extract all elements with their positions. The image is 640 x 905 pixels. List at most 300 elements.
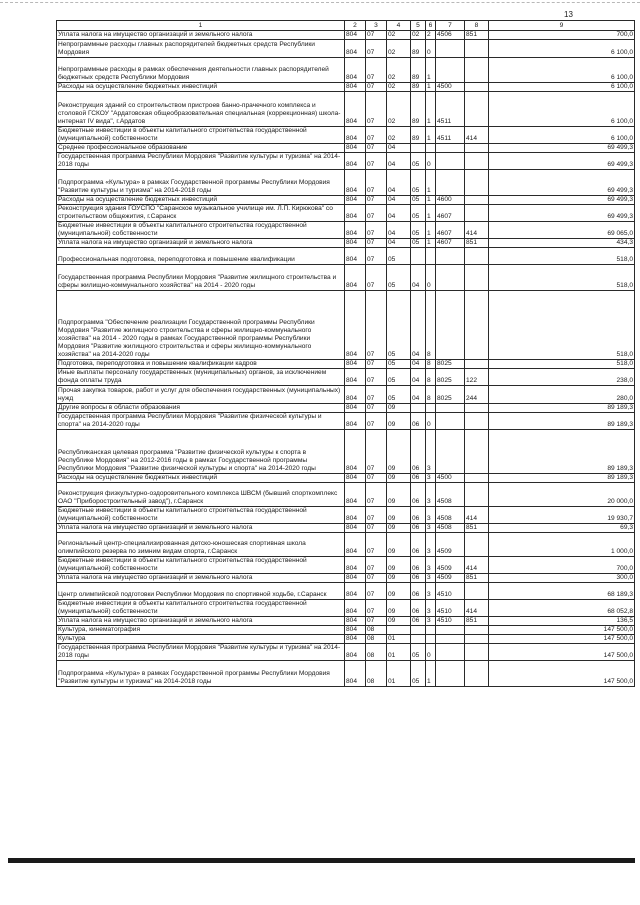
expense-type-code: 851 [465,31,489,40]
row-description: Среднее профессиональное образование [57,143,345,152]
pr-code: 05 [387,359,411,368]
rz-code: 07 [366,368,387,385]
pr-code: 04 [387,204,411,221]
expense-type-code [465,429,489,473]
program-code: 06 [411,473,426,482]
subprogram-code: 2 [426,31,436,40]
subprogram-code: 3 [426,523,436,532]
program-code: 06 [411,582,426,599]
expense-type-code: 851 [465,238,489,247]
pr-code: 05 [387,385,411,403]
subprogram-code: 3 [426,616,436,625]
expense-type-code [465,473,489,482]
direction-code [436,290,465,359]
row-description: Иные выплаты персоналу государственных (муниципальных) органов, за исключением фонда оплаты труда [57,368,345,385]
pr-code: 09 [387,523,411,532]
gr-code: 804 [345,643,366,660]
gr-code: 804 [345,238,366,247]
table-row [57,532,635,556]
pr-code: 09 [387,556,411,573]
program-code: 06 [411,599,426,616]
program-code: 06 [411,506,426,523]
program-code: 05 [411,204,426,221]
program-code: 06 [411,412,426,429]
table-row [57,643,635,660]
pr-code: 05 [387,264,411,290]
expense-type-code: 414 [465,221,489,238]
page-number: 13 [564,10,573,19]
row-description: Государственная программа Республики Мордовия "Развитие физической культуры и спорта" на 2014-2020 годы [57,412,345,429]
expense-type-code [465,625,489,634]
table-row [57,58,635,83]
pr-code: 09 [387,429,411,473]
direction-code: 4506 [436,31,465,40]
amount: 434,3 [489,238,635,247]
pr-code: 09 [387,412,411,429]
subprogram-code: 8 [426,290,436,359]
row-description: Подпрограмма «Культура» в рамках Государственной программы Республики Мордовия "Развитие культуры и туризма" на 2014-2018 годы [57,660,345,686]
rz-code: 07 [366,482,387,506]
direction-code: 8025 [436,368,465,385]
rz-code: 07 [366,403,387,412]
expense-type-code [465,143,489,152]
direction-code [436,660,465,686]
rz-code: 07 [366,195,387,204]
direction-code: 4607 [436,204,465,221]
pr-code: 09 [387,573,411,582]
amount: 280,0 [489,385,635,403]
subprogram-code: 1 [426,238,436,247]
scan-bottom-edge [8,858,635,863]
expense-type-code [465,58,489,83]
program-code [411,247,426,264]
rz-code: 08 [366,660,387,686]
direction-code: 4500 [436,473,465,482]
table-header-row [57,21,635,31]
row-description: Уплата налога на имущество организаций и земельного налога [57,523,345,532]
amount: 69 499,3 [489,195,635,204]
gr-code: 804 [345,634,366,643]
program-code [411,403,426,412]
gr-code: 804 [345,385,366,403]
amount: 700,0 [489,31,635,40]
program-code: 05 [411,238,426,247]
direction-code: 4510 [436,599,465,616]
rz-code: 07 [366,473,387,482]
direction-code [436,429,465,473]
table-row [57,83,635,92]
rz-code: 07 [366,429,387,473]
expense-type-code [465,660,489,686]
header-cell: 5 [411,21,426,31]
table-row [57,625,635,634]
program-code: 06 [411,616,426,625]
rz-code: 08 [366,634,387,643]
row-description: Региональный центр-специализированная детско-юношеская спортивная школа олимпийского резерва по зимним видам спорта, г.Саранск [57,532,345,556]
gr-code: 804 [345,599,366,616]
direction-code [436,40,465,58]
rz-code: 07 [366,523,387,532]
rz-code: 07 [366,58,387,83]
table-row [57,412,635,429]
row-description: Уплата налога на имущество организаций и земельного налога [57,616,345,625]
table-row [57,634,635,643]
direction-code [436,643,465,660]
gr-code: 804 [345,58,366,83]
pr-code: 09 [387,403,411,412]
subprogram-code: 0 [426,643,436,660]
pr-code: 01 [387,634,411,643]
table-row [57,573,635,582]
row-description: Реконструкция физкультурно-оздоровительного комплекса ШВСМ (бывший спорткомплекс ОАО "Приборостроительный завод"), г.Саранск [57,482,345,506]
program-code: 04 [411,368,426,385]
gr-code: 804 [345,264,366,290]
amount: 147 500,0 [489,660,635,686]
subprogram-code: 3 [426,556,436,573]
expense-type-code: 122 [465,368,489,385]
gr-code: 804 [345,92,366,127]
subprogram-code: 8 [426,385,436,403]
subprogram-code: 0 [426,40,436,58]
rz-code: 07 [366,573,387,582]
amount: 136,5 [489,616,635,625]
direction-code: 8025 [436,359,465,368]
amount: 6 100,0 [489,127,635,144]
pr-code: 02 [387,83,411,92]
rz-code: 08 [366,625,387,634]
pr-code: 05 [387,368,411,385]
header-cell: 2 [345,21,366,31]
rz-code: 08 [366,643,387,660]
row-description: Бюджетные инвестиции в объекты капитального строительства государственной (муниципальной) собственности [57,127,345,144]
rz-code: 07 [366,532,387,556]
amount: 20 000,0 [489,482,635,506]
gr-code: 804 [345,523,366,532]
table-row [57,359,635,368]
amount: 300,0 [489,573,635,582]
rz-code: 07 [366,290,387,359]
gr-code: 804 [345,195,366,204]
subprogram-code: 1 [426,92,436,127]
pr-code: 04 [387,238,411,247]
direction-code: 4607 [436,221,465,238]
direction-code [436,412,465,429]
header-cell: 7 [436,21,465,31]
row-description: Центр олимпийской подготовки Республики Мордовия по спортивной ходьбе, г.Саранск [57,582,345,599]
expense-type-code: 414 [465,127,489,144]
direction-code: 4509 [436,532,465,556]
row-description: Подпрограмма "Обеспечение реализации Государственной программы Республики Мордовия "Развитие жилищного строительства и сферы жилищно-коммунального хозяйства" на 2014 - 2020 годы в рамках Государственной программы Республики Мордовия "Развитие жилищного строительства и сферы жилищно-коммунального хозяйства" на 2014-2020 годы [57,290,345,359]
amount: 6 100,0 [489,58,635,83]
pr-code: 09 [387,506,411,523]
table-row [57,92,635,127]
header-cell: 3 [366,21,387,31]
direction-code [436,169,465,195]
subprogram-code: 0 [426,264,436,290]
gr-code: 804 [345,204,366,221]
amount: 6 100,0 [489,92,635,127]
table-row [57,195,635,204]
amount: 69 499,3 [489,143,635,152]
subprogram-code: 0 [426,152,436,169]
expense-type-code [465,359,489,368]
row-description: Подпрограмма «Культура» в рамках Государственной программы Республики Мордовия "Развитие культуры и туризма" на 2014-2018 годы [57,169,345,195]
expense-type-code [465,92,489,127]
expense-type-code: 414 [465,556,489,573]
row-description: Бюджетные инвестиции в объекты капитального строительства государственной (муниципальной) собственности [57,506,345,523]
amount: 147 500,0 [489,643,635,660]
gr-code: 804 [345,482,366,506]
amount: 518,0 [489,247,635,264]
direction-code [436,143,465,152]
program-code [411,625,426,634]
program-code: 89 [411,40,426,58]
rz-code: 07 [366,127,387,144]
amount: 147 500,0 [489,634,635,643]
gr-code: 804 [345,83,366,92]
header-cell: 4 [387,21,411,31]
program-code: 06 [411,482,426,506]
rz-code: 07 [366,92,387,127]
gr-code: 804 [345,31,366,40]
subprogram-code [426,143,436,152]
direction-code: 4600 [436,195,465,204]
pr-code: 04 [387,169,411,195]
expense-type-code: 414 [465,506,489,523]
row-description: Государственная программа Республики Мордовия "Развитие культуры и туризма" на 2014-2018 годы [57,643,345,660]
row-description: Уплата налога на имущество организаций и земельного налога [57,31,345,40]
table-row [57,247,635,264]
pr-code: 09 [387,532,411,556]
pr-code: 02 [387,58,411,83]
row-description: Реконструкция здания ГОУСПО "Саранское музыкальное училище им. Л.П. Кирюкова" со строительством общежития, г.Саранск [57,204,345,221]
table-row [57,152,635,169]
rz-code: 07 [366,143,387,152]
direction-code [436,625,465,634]
direction-code: 4509 [436,573,465,582]
row-description: Непрограммные расходы в рамках обеспечения деятельности главных распорядителей бюджетных средств Республики Мордовия [57,58,345,83]
program-code: 04 [411,385,426,403]
row-description: Расходы на осуществление бюджетных инвестиций [57,195,345,204]
program-code: 89 [411,58,426,83]
gr-code: 804 [345,660,366,686]
table-row [57,616,635,625]
rz-code: 07 [366,83,387,92]
subprogram-code: 1 [426,83,436,92]
subprogram-code [426,625,436,634]
direction-code: 4509 [436,556,465,573]
table-row [57,204,635,221]
subprogram-code: 3 [426,573,436,582]
direction-code [436,634,465,643]
table-row [57,473,635,482]
gr-code: 804 [345,127,366,144]
pr-code: 09 [387,473,411,482]
subprogram-code [426,403,436,412]
subprogram-code: 3 [426,473,436,482]
row-description: Подготовка, переподготовка и повышение квалификации кадров [57,359,345,368]
pr-code: 09 [387,599,411,616]
amount: 238,0 [489,368,635,385]
row-description: Расходы на осуществление бюджетных инвестиций [57,473,345,482]
pr-code: 04 [387,143,411,152]
rz-code: 07 [366,412,387,429]
subprogram-code: 1 [426,221,436,238]
row-description: Республиканская целевая программа "Развитие физической культуры к спорта в Республике Мордовия" на 2012-2016 годы в рамках Государственной программы Республики Мордовия "Развитие физической культуры и спорта" на 2014-2020 годы [57,429,345,473]
header-cell: 1 [57,21,345,31]
gr-code: 804 [345,473,366,482]
program-code: 04 [411,264,426,290]
gr-code: 804 [345,290,366,359]
subprogram-code: 0 [426,412,436,429]
subprogram-code: 1 [426,204,436,221]
subprogram-code: 3 [426,506,436,523]
pr-code [387,625,411,634]
table-row [57,523,635,532]
gr-code: 804 [345,582,366,599]
pr-code: 02 [387,92,411,127]
table-row [57,403,635,412]
pr-code: 02 [387,31,411,40]
amount: 89 189,3 [489,429,635,473]
direction-code: 4500 [436,83,465,92]
table-row [57,506,635,523]
rz-code: 07 [366,31,387,40]
expense-type-code [465,643,489,660]
table-row [57,221,635,238]
subprogram-code: 1 [426,169,436,195]
amount: 19 930,7 [489,506,635,523]
table-row [57,429,635,473]
row-description: Другие вопросы в области образования [57,403,345,412]
row-description: Прочая закупка товаров, работ и услуг для обеспечения государственных (муниципальных) нужд [57,385,345,403]
program-code: 05 [411,221,426,238]
program-code: 02 [411,31,426,40]
rz-code: 07 [366,359,387,368]
direction-code: 4607 [436,238,465,247]
row-description: Культура, кинематография [57,625,345,634]
expense-type-code: 244 [465,385,489,403]
header-cell: 9 [489,21,635,31]
program-code: 05 [411,195,426,204]
table-row [57,599,635,616]
gr-code: 804 [345,625,366,634]
row-description: Профессиональная подготовка, переподготовка и повышение квалификации [57,247,345,264]
amount: 6 100,0 [489,83,635,92]
expense-type-code [465,195,489,204]
rz-code: 07 [366,385,387,403]
rz-code: 07 [366,599,387,616]
direction-code: 4510 [436,582,465,599]
subprogram-code: 3 [426,599,436,616]
amount: 518,0 [489,359,635,368]
table-row [57,556,635,573]
row-description: Уплата налога на имущество организаций и земельного налога [57,238,345,247]
expense-type-code: 851 [465,616,489,625]
program-code: 89 [411,92,426,127]
gr-code: 804 [345,169,366,195]
rz-code: 07 [366,238,387,247]
rz-code: 07 [366,264,387,290]
table-row [57,127,635,144]
amount: 69 499,3 [489,169,635,195]
gr-code: 804 [345,247,366,264]
row-description: Реконструкция зданий со строительством пристроев банно-прачечного комплекса и столовой ГСКОУ "Ардатовская общеобразовательная специальная (коррекционная) школа-интернат IV вида", г.Ардатов [57,92,345,127]
gr-code: 804 [345,403,366,412]
page-top-border [0,2,640,4]
direction-code [436,403,465,412]
gr-code: 804 [345,412,366,429]
expense-type-code [465,204,489,221]
direction-code [436,58,465,83]
header-cell: 6 [426,21,436,31]
row-description: Уплата налога на имущество организаций и земельного налога [57,573,345,582]
amount: 700,0 [489,556,635,573]
program-code: 06 [411,532,426,556]
table-row [57,482,635,506]
row-description: Государственная программа Республики Мордовия "Развитие жилищного строительства и сферы жилищно-коммунального хозяйства" на 2014 - 2020 годы [57,264,345,290]
rz-code: 07 [366,152,387,169]
program-code: 89 [411,127,426,144]
rz-code: 07 [366,506,387,523]
table-row [57,290,635,359]
amount: 89 189,3 [489,473,635,482]
program-code [411,143,426,152]
header-cell: 8 [465,21,489,31]
subprogram-code: 3 [426,482,436,506]
gr-code: 804 [345,221,366,238]
subprogram-code: 1 [426,58,436,83]
pr-code: 04 [387,195,411,204]
subprogram-code: 8 [426,368,436,385]
gr-code: 804 [345,532,366,556]
program-code: 04 [411,359,426,368]
table-row [57,582,635,599]
gr-code: 804 [345,573,366,582]
expense-type-code: 851 [465,523,489,532]
gr-code: 804 [345,368,366,385]
pr-code: 05 [387,247,411,264]
program-code: 05 [411,169,426,195]
rz-code: 07 [366,221,387,238]
rz-code: 07 [366,556,387,573]
amount: 89 189,3 [489,403,635,412]
row-description: Бюджетные инвестиции в объекты капитального строительства государственной (муниципальной) собственности [57,556,345,573]
program-code: 06 [411,556,426,573]
direction-code: 8025 [436,385,465,403]
expense-type-code: 414 [465,599,489,616]
amount: 518,0 [489,264,635,290]
gr-code: 804 [345,152,366,169]
subprogram-code [426,634,436,643]
amount: 6 100,0 [489,40,635,58]
amount: 69 499,3 [489,204,635,221]
program-code: 04 [411,290,426,359]
program-code: 06 [411,573,426,582]
rz-code: 07 [366,582,387,599]
subprogram-code: 3 [426,429,436,473]
expense-type-code [465,412,489,429]
amount: 68 052,8 [489,599,635,616]
table-row [57,238,635,247]
row-description: Государственная программа Республики Мордовия "Развитие культуры и туризма" на 2014-2018 годы [57,152,345,169]
direction-code [436,247,465,264]
expense-type-code [465,403,489,412]
subprogram-code: 3 [426,582,436,599]
pr-code: 09 [387,582,411,599]
pr-code: 01 [387,660,411,686]
amount: 69 499,3 [489,152,635,169]
